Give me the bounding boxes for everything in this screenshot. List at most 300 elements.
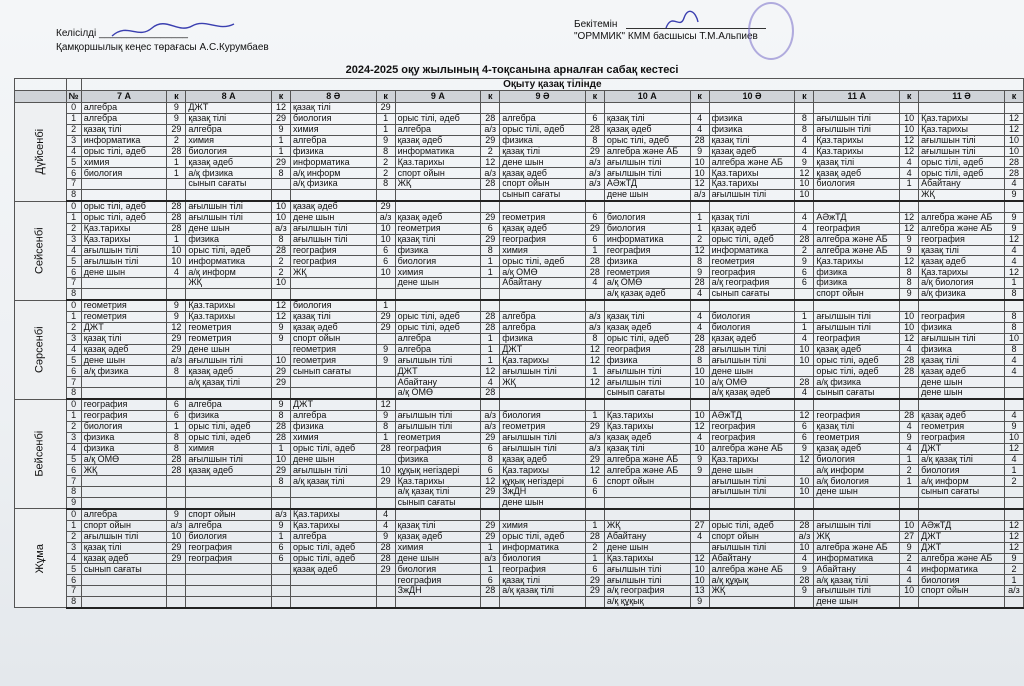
subject-cell: география [395,443,481,454]
subject-cell: алгебра және АБ [814,234,900,245]
room-cell: 1 [795,311,814,322]
room-cell: 4 [795,553,814,564]
period-number: 6 [66,267,81,278]
subject-cell: қазақ тілі [919,355,1005,366]
room-cell: 8 [585,135,604,146]
period-number: 0 [66,509,81,520]
table-row [15,564,1024,575]
room-cell [376,487,395,498]
room-cell: 9 [376,355,395,366]
room-cell: 1 [690,223,709,234]
room-cell: 1 [585,553,604,564]
subject-cell [81,179,167,190]
subject-cell [186,586,272,597]
room-cell: 9 [167,311,186,322]
approved-label: Бекітемін [574,19,618,30]
subject-cell [604,300,690,311]
room-cell: 10 [690,168,709,179]
page-title: 2024-2025 оқу жылының 4-тоқсанына арналған сабақ кестесі [345,64,679,76]
room-cell [167,575,186,586]
subject-cell [500,509,586,520]
subject-cell: физика [500,333,586,344]
room-cell [900,201,919,212]
room-cell: 9 [900,432,919,443]
schedule-table [14,78,1024,609]
subject-cell: ЖҚ [814,531,900,542]
subject-cell: дене шын [290,212,376,223]
subject-cell: ДЖТ [186,103,272,114]
room-cell: а/з [585,432,604,443]
subject-cell: а/қ информ [290,168,376,179]
hours-header: к [376,91,395,103]
subject-cell: география [500,234,586,245]
room-cell: 2 [585,542,604,553]
corner-cell [15,79,67,91]
subject-cell: физика [919,322,1005,333]
table-row [15,256,1024,267]
room-cell: 9 [376,344,395,355]
subject-cell: қазақ әдеб [604,432,690,443]
subject-cell: а/қ қазақ әдеб [709,388,795,399]
subject-cell: ағылшын тілі [186,201,272,212]
subject-cell: сынып сағаты [604,388,690,399]
room-cell: 28 [272,421,291,432]
room-cell: а/з [272,509,291,520]
subject-cell [395,509,481,520]
room-cell: 8 [900,267,919,278]
room-cell: 1 [376,432,395,443]
period-number: 0 [66,103,81,114]
period-number: 0 [66,399,81,410]
room-cell: 12 [900,135,919,146]
subject-cell: алгебра және АБ [814,542,900,553]
room-cell [795,366,814,377]
subject-cell: химия [395,267,481,278]
room-cell: 9 [376,135,395,146]
subject-cell: алгебра және АБ [604,465,690,476]
period-number: 8 [66,388,81,399]
subject-cell: дене шын [81,267,167,278]
subject-cell: биология [500,410,586,421]
room-cell: 12 [690,179,709,190]
subject-cell: ЖҚ [604,520,690,531]
room-cell [167,278,186,289]
subject-cell [604,509,690,520]
room-cell [272,388,291,399]
room-cell: 2 [167,135,186,146]
table-row [15,355,1024,366]
subject-cell: ағылшын тілі [500,366,586,377]
room-cell: 28 [900,366,919,377]
subject-cell: биология [814,179,900,190]
subject-cell: Қаз.тарихы [919,124,1005,135]
room-cell: 10 [900,586,919,597]
room-cell: 9 [272,520,291,531]
subject-cell: қазақ әдеб [814,443,900,454]
subject-cell [919,498,1005,509]
room-cell: 10 [1004,135,1023,146]
period-number: 2 [66,322,81,333]
room-cell [167,179,186,190]
subject-cell [290,278,376,289]
room-cell [900,377,919,388]
table-row [15,322,1024,333]
room-cell: 12 [1004,267,1023,278]
subject-cell: ағылшын тілі [604,564,690,575]
room-cell: 10 [795,344,814,355]
room-cell: 9 [690,146,709,157]
room-cell [690,476,709,487]
room-cell [900,190,919,201]
room-cell: 10 [1004,432,1023,443]
subject-cell [500,300,586,311]
room-cell: 12 [900,212,919,223]
subject-cell: химия [500,520,586,531]
period-number: 1 [66,113,81,124]
subject-cell: қазақ әдеб [814,344,900,355]
room-cell: 29 [376,103,395,114]
room-cell: 6 [795,421,814,432]
room-cell: 6 [585,212,604,223]
subject-cell: қазақ әдеб [186,465,272,476]
subject-cell: алгебра [81,103,167,114]
room-cell: 9 [167,300,186,311]
room-cell: 4 [1004,256,1023,267]
subject-cell: дене шын [186,223,272,234]
agreed-label: Келісілді ________________ [56,28,188,39]
subject-cell: сынып сағаты [814,388,900,399]
subject-cell: геометрия [290,344,376,355]
room-cell: 13 [690,586,709,597]
room-cell: 10 [376,223,395,234]
room-cell: 4 [900,443,919,454]
table-row [15,168,1024,179]
subject-cell: спорт ойын [814,289,900,300]
subject-cell: Абайтану [709,553,795,564]
room-cell [481,278,500,289]
subject-cell: биология [81,421,167,432]
subject-cell: Қаз.тарихы [709,179,795,190]
signature-icon [108,20,238,42]
class-header: 9 А [395,91,481,103]
room-cell: 28 [167,454,186,465]
subject-cell: геометрия [814,432,900,443]
room-cell: 28 [376,553,395,564]
subject-cell: орыс тілі, әдеб [919,157,1005,168]
subject-cell: қазақ тілі [186,113,272,124]
room-cell: 9 [272,333,291,344]
subject-cell [81,278,167,289]
room-cell [900,498,919,509]
subject-cell: Қаз.тарихы [604,410,690,421]
room-cell [585,597,604,608]
subject-cell: физика [814,267,900,278]
room-cell: 12 [900,333,919,344]
subject-cell [290,597,376,608]
room-cell: 27 [690,520,709,531]
subject-cell: ағылшын тілі [919,146,1005,157]
subject-cell: география [814,333,900,344]
subject-cell [814,509,900,520]
subject-cell [186,190,272,201]
room-cell [900,399,919,410]
room-cell [272,498,291,509]
room-cell: 10 [795,190,814,201]
subject-cell: ағылшын тілі [81,531,167,542]
room-cell: 6 [376,256,395,267]
room-cell: 8 [167,366,186,377]
subject-cell: Қаз.тарихы [81,234,167,245]
room-cell [690,542,709,553]
subject-cell: геометрия [186,322,272,333]
subject-cell: қазақ тілі [814,421,900,432]
subject-cell: ағылшын тілі [814,322,900,333]
room-cell: 28 [795,575,814,586]
subject-cell: химия [395,542,481,553]
room-cell: 1 [585,245,604,256]
subject-cell [709,597,795,608]
table-row [15,190,1024,201]
subject-cell: информатика [186,256,272,267]
room-cell: а/з [585,179,604,190]
period-number: 7 [66,586,81,597]
room-cell: 12 [1004,531,1023,542]
subject-cell: алгебра және АБ [919,553,1005,564]
subject-cell: ағылшын тілі [81,245,167,256]
room-cell: 28 [690,333,709,344]
room-cell [376,289,395,300]
subject-cell: а/қ ОМӨ [709,377,795,388]
room-cell: а/з [481,410,500,421]
subject-cell: ЖҚ [919,190,1005,201]
room-cell [272,575,291,586]
subject-cell: физика [186,234,272,245]
room-cell: 29 [376,201,395,212]
day-name: Сәрсенбі [33,326,46,373]
room-cell: 8 [1004,311,1023,322]
room-cell: 29 [481,531,500,542]
room-cell: 2 [690,234,709,245]
room-cell [272,190,291,201]
subject-cell [604,498,690,509]
subject-cell: а/қ биология [919,278,1005,289]
period-number: 0 [66,201,81,212]
subject-cell [814,103,900,114]
subject-cell: дене шын [500,498,586,509]
subject-cell: физика [709,124,795,135]
subject-cell: химия [186,443,272,454]
room-cell: а/з [481,421,500,432]
subject-cell: ағылшын тілі [814,586,900,597]
room-cell: а/з [1004,586,1023,597]
subject-cell: ағылшын тілі [604,575,690,586]
subject-cell [814,300,900,311]
room-cell: 2 [1004,476,1023,487]
subject-cell: геометрия [919,421,1005,432]
room-cell [690,399,709,410]
subject-cell [290,289,376,300]
subject-cell: Қаз.тарихы [81,223,167,234]
room-cell [690,201,709,212]
table-row [15,267,1024,278]
room-cell: 6 [795,432,814,443]
room-cell: 9 [795,256,814,267]
room-cell [167,388,186,399]
subject-cell: физика [604,256,690,267]
subject-cell: ағылшын тілі [290,234,376,245]
room-cell [272,179,291,190]
room-cell: 12 [272,103,291,114]
subject-cell [500,103,586,114]
subject-cell: орыс тілі, әдеб [500,531,586,542]
subject-cell: орыс тілі, әдеб [81,146,167,157]
room-cell: 6 [167,410,186,421]
room-cell: 1 [376,113,395,124]
room-cell: 1 [1004,575,1023,586]
subject-cell [604,103,690,114]
subject-cell [709,498,795,509]
room-cell: а/з [585,322,604,333]
room-cell: 4 [1004,245,1023,256]
subject-cell: геометрия [395,432,481,443]
subject-cell: қазақ тілі [500,146,586,157]
subject-cell [81,289,167,300]
subject-cell: дене шын [709,465,795,476]
room-cell: 29 [481,135,500,146]
subject-cell: а/қ құқық [709,575,795,586]
subject-cell: ағылшын тілі [709,344,795,355]
period-number: 2 [66,421,81,432]
subject-cell: дене шын [395,278,481,289]
room-cell: 9 [690,597,709,608]
room-cell: 8 [1004,322,1023,333]
room-cell [795,289,814,300]
subject-cell: геометрия [186,333,272,344]
subject-cell [395,103,481,114]
subject-cell: спорт ойын [186,509,272,520]
room-cell: 8 [795,124,814,135]
room-cell [481,300,500,311]
room-cell: 12 [795,454,814,465]
subject-cell: а/қ қазақ тілі [395,487,481,498]
room-cell: 10 [690,564,709,575]
subject-cell: биология [81,168,167,179]
subject-cell: қазақ әдеб [604,322,690,333]
period-number: 4 [66,553,81,564]
subject-cell: Қаз.тарихы [290,520,376,531]
room-cell: 4 [795,388,814,399]
subject-cell [604,201,690,212]
period-number: 4 [66,344,81,355]
subject-cell: қазақ әдеб [500,168,586,179]
room-cell: 4 [1004,410,1023,421]
day-header-cell [15,91,67,103]
subject-cell: ЖҚ [709,586,795,597]
period-number: 3 [66,432,81,443]
room-cell: 9 [167,113,186,124]
director-line: "ОРММИК" КММ басшысы Т.М.Альпиев [574,31,758,42]
table-row [15,597,1024,608]
room-cell [272,289,291,300]
room-cell [690,388,709,399]
subject-cell: алгебра және АБ [919,223,1005,234]
room-cell [585,201,604,212]
subject-cell: геометрия [604,267,690,278]
room-cell: 6 [481,465,500,476]
subject-cell: алгебра және АБ [709,443,795,454]
room-cell [272,344,291,355]
subject-cell: ағылшын тілі [81,256,167,267]
room-cell [1004,509,1023,520]
room-cell: 4 [900,344,919,355]
room-cell [481,597,500,608]
room-cell: а/з [481,168,500,179]
room-cell: 1 [272,146,291,157]
room-cell: 10 [167,256,186,267]
subject-cell: қазақ әдеб [709,146,795,157]
table-row [15,333,1024,344]
subject-cell: алгебра [81,113,167,124]
table-row [15,223,1024,234]
room-cell: 28 [272,432,291,443]
room-cell [167,597,186,608]
table-row [15,212,1024,223]
subject-cell [186,388,272,399]
table-row [15,113,1024,124]
subject-cell: биология [709,322,795,333]
room-cell: 9 [795,564,814,575]
room-cell: 8 [272,234,291,245]
subject-cell: қазақ әдеб [186,157,272,168]
subject-cell: орыс тілі, әдеб [186,432,272,443]
room-cell: 6 [481,223,500,234]
subject-cell: дене шын [919,377,1005,388]
subject-cell: АӘжТД [709,410,795,421]
period-number: 7 [66,179,81,190]
subject-cell: а/қ ОМӨ [500,267,586,278]
subject-cell: география [919,234,1005,245]
room-cell: 6 [795,278,814,289]
subject-cell: геометрия [500,212,586,223]
subject-cell: а/қ география [709,278,795,289]
table-row [15,201,1024,212]
class-header: 7 А [81,91,167,103]
subject-cell: география [709,421,795,432]
room-cell [585,103,604,114]
room-cell: 6 [585,113,604,124]
room-cell [1004,498,1023,509]
room-cell [900,300,919,311]
room-cell [481,399,500,410]
subject-cell: спорт ойын [395,168,481,179]
subject-cell: алгебра [395,344,481,355]
subject-cell: қазақ әдеб [395,135,481,146]
subject-cell [186,476,272,487]
room-cell [690,509,709,520]
subject-cell: а/қ физика [290,179,376,190]
room-cell [167,586,186,597]
subject-cell: орыс тілі, әдеб [81,201,167,212]
subject-cell: а/қ физика [186,168,272,179]
room-cell: 4 [690,289,709,300]
subject-cell: Абайтану [919,179,1005,190]
room-cell: 29 [585,454,604,465]
room-cell: 8 [167,432,186,443]
subject-cell: ЖҚ [395,179,481,190]
subject-cell: а/қ физика [81,366,167,377]
subject-cell: спорт ойын [81,520,167,531]
subject-cell: ЖҚ [290,267,376,278]
